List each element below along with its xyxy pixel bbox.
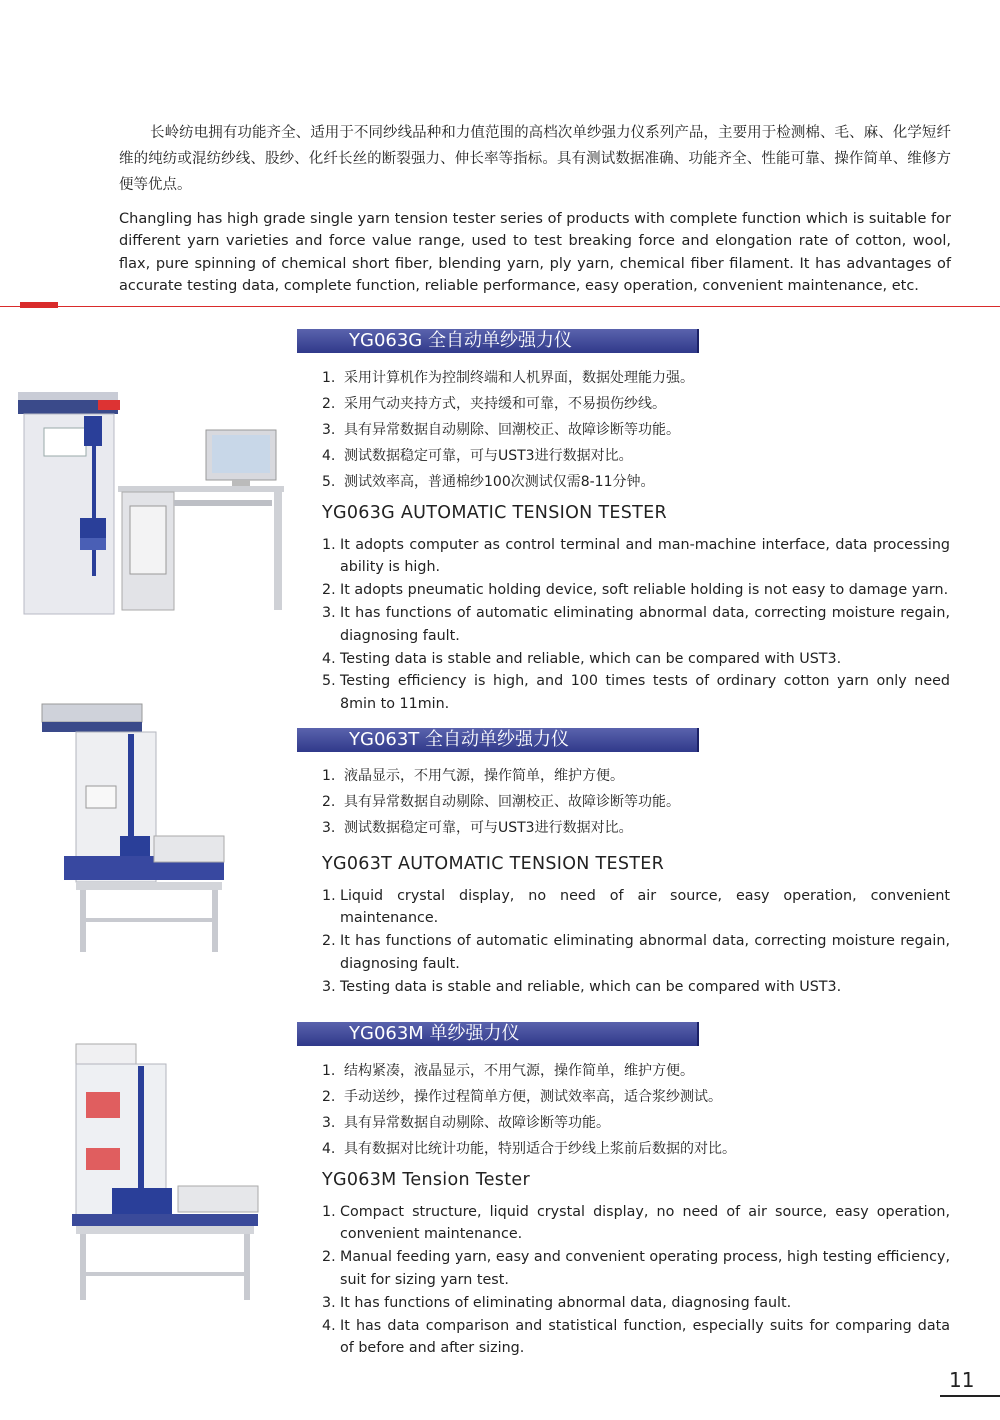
- list-item: 2. 具有异常数据自动剔除、回潮校正、故障诊断等功能。: [322, 789, 952, 815]
- yg063g-chinese-features: [322, 365, 952, 495]
- list-item: 1. Liquid crystal display, no need of air source, easy operation, convenient maintenance.: [322, 885, 950, 930]
- yg063g-title-banner: YG063G 全自动单纱强力仪: [297, 329, 699, 353]
- list-item: 3. It has functions of automatic eliminating abnormal data, correcting moisture regain, diagnosing fault.: [322, 602, 950, 647]
- yg063m-english-title: YG063M Tension Tester: [322, 1170, 530, 1190]
- yg063m-title-banner: YG063M 单纱强力仪: [297, 1022, 699, 1046]
- list-item: 3. Testing data is stable and reliable, which can be compared with UST3.: [322, 976, 950, 998]
- yg063m-chinese-features: [322, 1058, 952, 1162]
- list-item: 2. 手动送纱，操作过程简单方便，测试效率高，适合浆纱测试。: [322, 1084, 952, 1110]
- list-item: 1. 液晶显示，不用气源，操作简单，维护方便。: [322, 763, 952, 789]
- list-item: 2. It has functions of automatic eliminating abnormal data, correcting moisture regain, diagnosing fault.: [322, 930, 950, 975]
- yg063t-title-banner: YG063T 全自动单纱强力仪: [297, 728, 699, 752]
- intro-chinese-paragraph: 长岭纺电拥有功能齐全、适用于不同纱线品种和力值范围的高档次单纱强力仪系列产品，主要用于检测棉、毛、麻、化学短纤维的纯纺或混纺纱线、股纱、化纤长丝的断裂强力、伸长率等指标。具有测试数据准确、功能齐全、性能可靠、操作简单、维修方便等优点。: [119, 125, 951, 193]
- yg063m-machine-image: [62, 1036, 262, 1306]
- yg063g-machine-image: [14, 388, 300, 620]
- list-item: 4. It has data comparison and statistical function, especially suits for comparing data of before and after sizing.: [322, 1315, 950, 1360]
- list-item: 2. 采用气动夹持方式，夹持缓和可靠，不易损伤纱线。: [322, 391, 952, 417]
- list-item: 2. It adopts pneumatic holding device, soft reliable holding is not easy to damage yarn.: [322, 579, 950, 601]
- yg063t-english-features: [322, 885, 950, 999]
- divider-accent: [20, 302, 58, 308]
- list-item: 3. 具有异常数据自动剔除、故障诊断等功能。: [322, 1110, 952, 1136]
- page-number: 11: [949, 1368, 975, 1392]
- list-item: 1. 采用计算机作为控制终端和人机界面，数据处理能力强。: [322, 365, 952, 391]
- yg063m-english-features: [322, 1201, 950, 1360]
- list-item: 5. 测试效率高，普通棉纱100次测试仅需8-11分钟。: [322, 469, 952, 495]
- yg063g-english-title: YG063G AUTOMATIC TENSION TESTER: [322, 503, 667, 523]
- intro-english-paragraph: Changling has high grade single yarn tension tester series of products with complete function which is suitable for different yarn varieties and force value range, used to test breaking force and elongation rate of cotton, wool, flax, pure spinning of chemical short fiber, blending yarn, ply yarn, chemical fiber filament. It has advantages of accurate testing data, complete function, reliable performance, easy operation, convenient maintenance, etc.: [119, 211, 951, 295]
- list-item: 4. Testing data is stable and reliable, which can be compared with UST3.: [322, 648, 950, 670]
- section-divider: [0, 306, 1000, 307]
- list-item: 3. 测试数据稳定可靠，可与UST3进行数据对比。: [322, 815, 952, 841]
- list-item: 5. Testing efficiency is high, and 100 times tests of ordinary cotton yarn only need 8min to 11min.: [322, 670, 950, 715]
- yg063t-machine-image: [36, 686, 232, 958]
- list-item: 1. It adopts computer as control terminal and man-machine interface, data processing ability is high.: [322, 534, 950, 579]
- list-item: 4. 具有数据对比统计功能，特别适合于纱线上浆前后数据的对比。: [322, 1136, 952, 1162]
- list-item: 2. Manual feeding yarn, easy and convenient operating process, high testing efficiency, suit for sizing yarn test.: [322, 1246, 950, 1291]
- yg063t-english-title: YG063T AUTOMATIC TENSION TESTER: [322, 854, 665, 874]
- yg063g-english-features: [322, 534, 950, 716]
- list-item: 4. 测试数据稳定可靠，可与UST3进行数据对比。: [322, 443, 952, 469]
- list-item: 1. Compact structure, liquid crystal display, no need of air source, easy operation, convenient maintenance.: [322, 1201, 950, 1246]
- page-number-underline: [940, 1395, 1000, 1397]
- list-item: 3. 具有异常数据自动剔除、回潮校正、故障诊断等功能。: [322, 417, 952, 443]
- list-item: 1. 结构紧凑，液晶显示，不用气源，操作简单，维护方便。: [322, 1058, 952, 1084]
- list-item: 3. It has functions of eliminating abnormal data, diagnosing fault.: [322, 1292, 950, 1314]
- yg063t-chinese-features: [322, 763, 952, 841]
